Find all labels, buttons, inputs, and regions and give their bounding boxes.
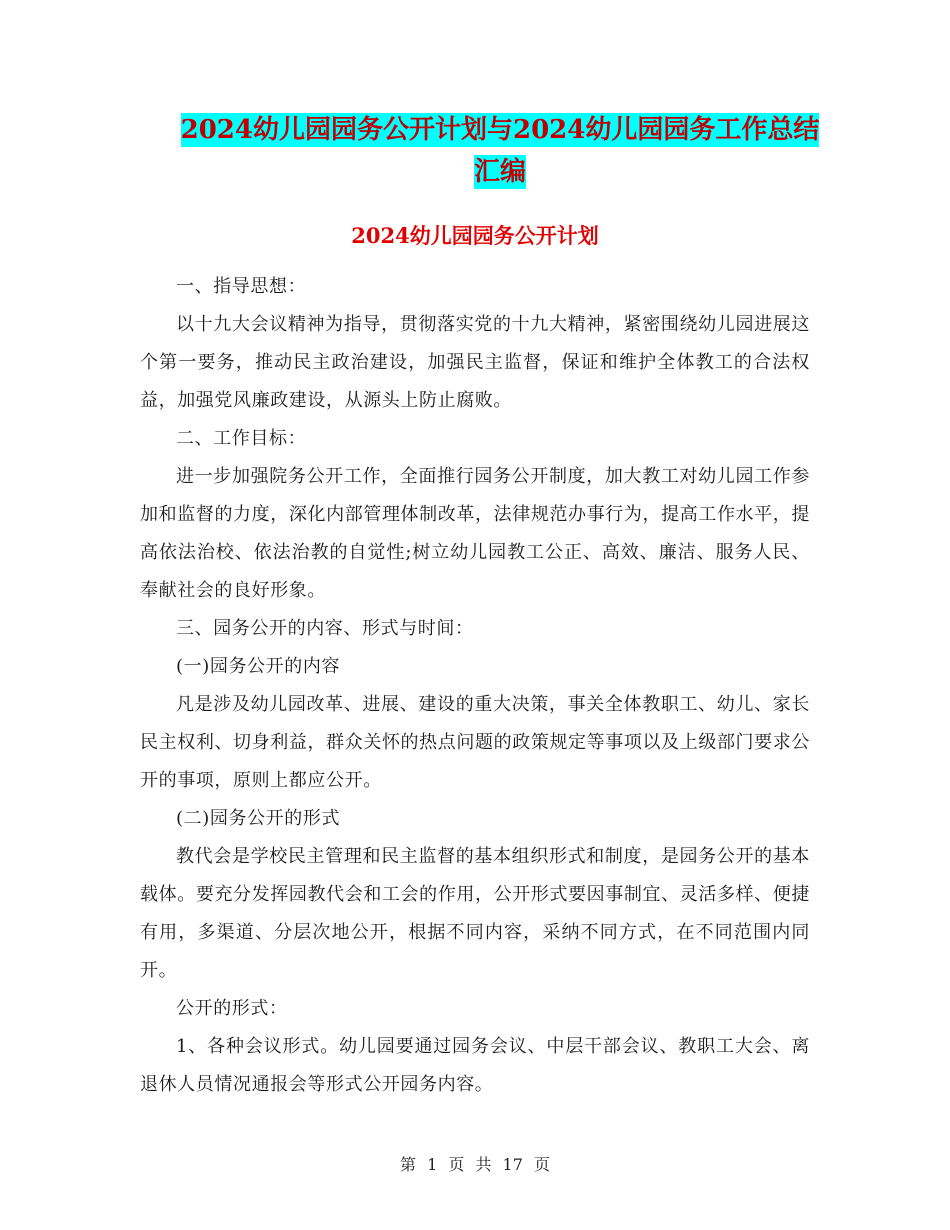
paragraph: 1、各种会议形式。幼儿园要通过园务会议、中层干部会议、教职工大会、离退休人员情况通报会等形式公开园务内容。 [140,1036,810,1095]
paragraph-subheading: (二)园务公开的形式 [176,808,341,829]
paragraph: 以十九大会议精神为指导，贯彻落实党的十九大精神，紧密围绕幼儿园进展这个第一要务，推动民主政治建设，加强民主监督，保证和维护全体教工的合法权益，加强党风廉政建设，从源头上防止腐败。 [140,314,810,411]
paragraph: 凡是涉及幼儿园改革、进展、建设的重大决策，事关全体教职工、幼儿、家长民主权利、切身利益，群众关怀的热点问题的政策规定等事项以及上级部门要求公开的事项，原则上都应公开。 [140,694,810,791]
document-title-line1 [140,110,860,150]
paragraph: 教代会是学校民主管理和民主监督的基本组织形式和制度，是园务公开的基本载体。要充分发挥园教代会和工会的作用，公开形式要因事制宜、灵活多样、便捷有用，多渠道、分层次地公开，根据不同内容，采纳不同方式，在不同范围内同开。 [140,846,810,981]
section-title: 2024幼儿园园务公开计划 [351,223,599,248]
title-highlight: 汇编 [473,157,526,187]
body-text [140,268,810,1104]
paragraph-subheading: 公开的形式： [176,998,288,1019]
document-title-line2 [140,152,860,192]
title-highlight: 2024幼儿园园务公开计划与2024幼儿园园务工作总结 [180,115,820,145]
paragraph-heading-guiding: 一、指导思想： [176,276,307,297]
page-footer: 第 1 页 共 17 页 [400,1155,550,1174]
paragraph-heading-goals: 二、工作目标： [176,428,307,449]
paragraph: 进一步加强院务公开工作，全面推行园务公开制度，加大教工对幼儿园工作参加和监督的力度，深化内部管理体制改革，法律规范办事行为，提高工作水平，提高依法治校、依法治教的自觉性;树立幼儿园教工公正、高效、廉洁、服务人民、奉献社会的良好形象。 [140,466,810,601]
paragraph-subheading: (一)园务公开的内容 [176,656,341,677]
paragraph-heading-content: 三、园务公开的内容、形式与时间： [176,618,474,639]
